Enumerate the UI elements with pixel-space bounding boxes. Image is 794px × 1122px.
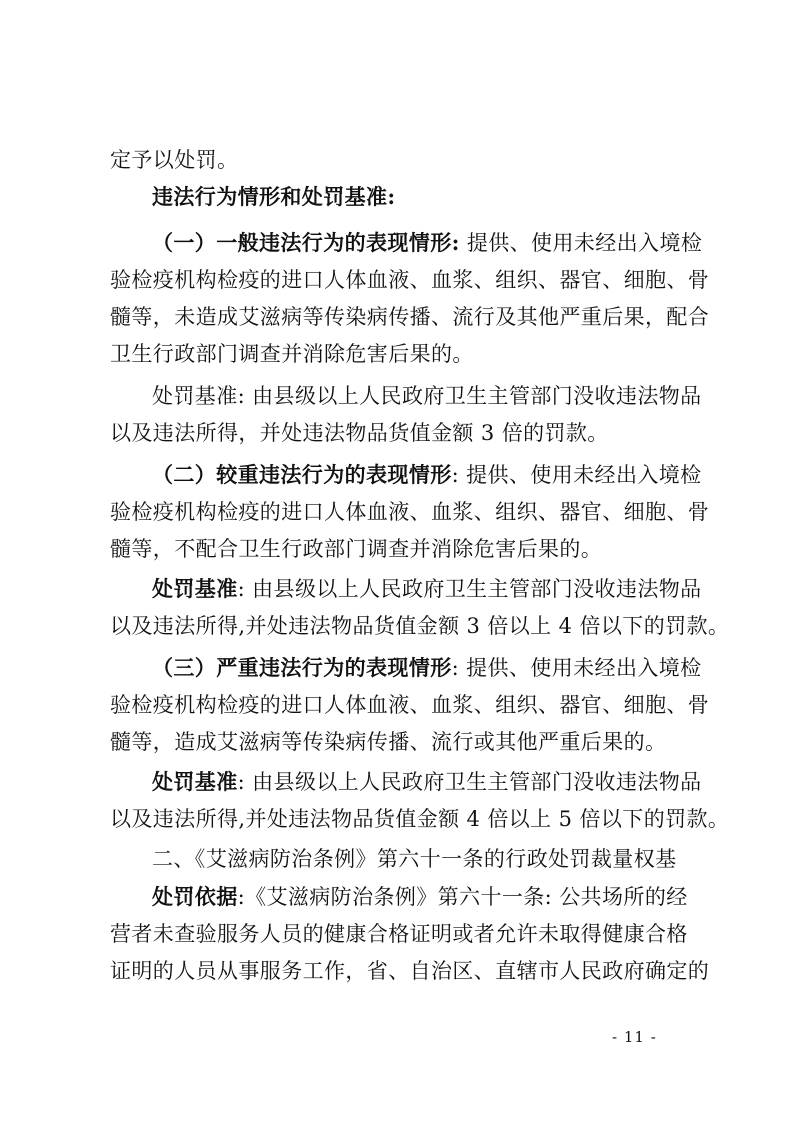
text-line-7 [152,384,700,408]
text-line-19 [152,847,700,871]
text-line-16 [110,730,700,754]
text-segment: 验检疫机构检疫的进口人体血液、血浆、组织、器官、细胞、骨 [110,693,710,717]
text-line-5 [110,305,710,329]
penalty-basis-label: 处罚依据 [152,884,238,909]
text-line-14 [152,656,700,680]
text-segment: : 由县级以上人民政府卫生主管部门没收违法物品 [237,577,702,601]
text-line-9 [152,463,700,487]
text-line-15 [110,693,710,717]
text-segment: 以及违法所得，并处违法物品货值金额 3 倍的罚款。 [110,421,609,445]
text-line-12 [152,577,700,601]
penalty-label: 处罚基准 [152,769,238,794]
text-segment: 卫生行政部门调查并消除危害后果的。 [110,342,474,366]
text-line-17 [152,770,700,794]
text-segment: : 提供、使用未经出入境检 [451,656,702,680]
text-segment: 髓等，造成艾滋病等传染病传播、流行或其他严重后果的。 [110,730,667,754]
text-line-18 [110,807,730,831]
section-heading: 违法行为情形和处罚基准: [152,184,396,209]
penalty-label: 处罚基准 [152,576,238,601]
text-line-3 [152,230,703,255]
text-segment: 髓等，不配合卫生行政部门调查并消除危害后果的。 [110,537,603,561]
text-line-21 [110,922,700,946]
text-segment: 提供、使用未经出入境检 [459,231,703,255]
text-segment: 二、《艾滋病防治条例》第六十一条的行政处罚裁量权基 [152,847,677,871]
text-segment: 验检疫机构检疫的进口人体血液、血浆、组织、器官、细胞、骨 [110,268,710,292]
text-line-20 [152,885,700,909]
text-line-2 [152,185,700,209]
text-segment: : 提供、使用未经出入境检 [451,463,702,487]
text-line-8 [110,421,700,445]
text-segment: 以及违法所得,并处违法物品货值金额 4 倍以上 5 倍以下的罚款。 [110,807,730,831]
text-segment: 定予以处罚。 [110,148,239,172]
text-line-13 [110,614,730,638]
text-line-1 [110,148,700,172]
text-line-11 [110,537,700,561]
subsection-heading-3: （三）严重违法行为的表现情形 [152,655,452,680]
text-segment: 证明的人员从事服务工作，省、自治区、直辖市人民政府确定的 [110,959,710,983]
text-line-22 [110,959,710,983]
text-segment: 验检疫机构检疫的进口人体血液、血浆、组织、器官、细胞、骨 [110,500,710,524]
text-segment: 营者未查验服务人员的健康合格证明或者允许未取得健康合格 [110,922,688,946]
text-segment: 以及违法所得,并处违法物品货值金额 3 倍以上 4 倍以下的罚款。 [110,614,730,638]
text-segment: 处罚基准: 由县级以上人民政府卫生主管部门没收违法物品 [152,384,702,408]
text-segment: :《艾滋病防治条例》第六十一条: 公共场所的经 [237,885,688,909]
subsection-heading-1: （一）一般违法行为的表现情形: [152,230,460,255]
text-line-4 [110,268,710,292]
page-number: - 11 - [612,1028,657,1046]
text-segment: : 由县级以上人民政府卫生主管部门没收违法物品 [237,770,702,794]
text-line-6 [110,342,700,366]
text-line-10 [110,500,710,524]
text-segment: 髓等，未造成艾滋病等传染病传播、流行及其他严重后果，配合 [110,305,710,329]
subsection-heading-2: （二）较重违法行为的表现情形 [152,462,452,487]
